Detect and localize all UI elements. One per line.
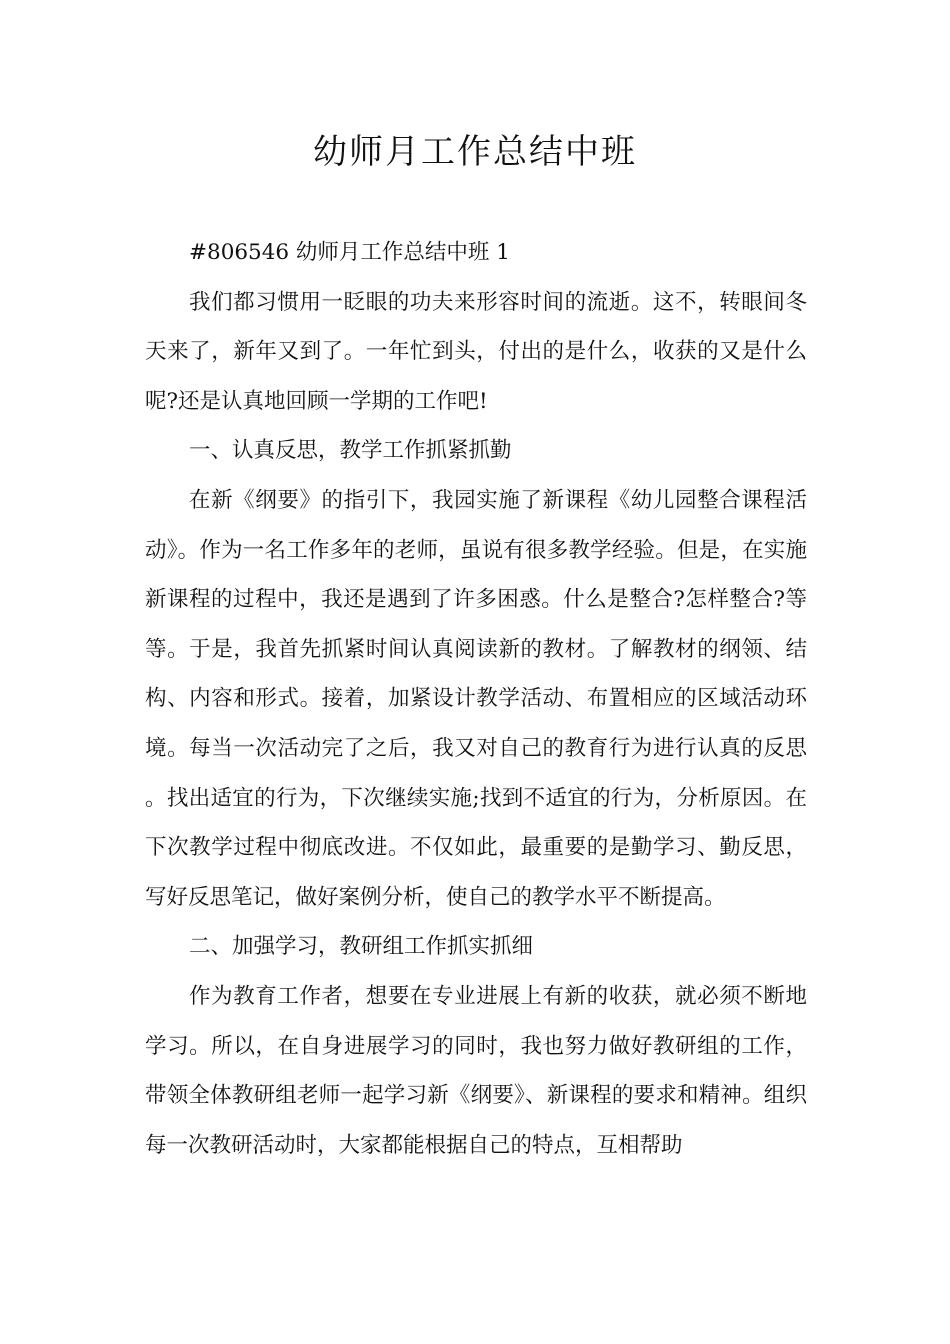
document-title: 幼师月工作总结中班: [313, 132, 637, 172]
section-heading-1: 一、认真反思，教学工作抓紧抓勤: [189, 438, 512, 464]
document-id-line: #806546 幼师月工作总结中班 1: [189, 240, 510, 265]
intro-paragraph: 我们都习惯用一眨眼的功夫来形容时间的流逝。这不，转眼间冬天来了，新年又到了。一年忙到头，付出的是什么，收获的又是什么呢?还是认真地回顾一学期的工作吧!: [145, 289, 807, 414]
section-1-paragraph: 在新《纲要》的指引下，我园实施了新课程《幼儿园整合课程活动》。作为一名工作多年的老师，虽说有很多教学经验。但是，在实施新课程的过程中，我还是遇到了许多困惑。什么是整合?怎样整合?等等。于是，我首先抓紧时间认真阅读新的教材。了解教材的纲领、结构、内容和形式。接着，加紧设计教学活动、布置相应的区域活动环境。每当一次活动完了之后，我又对自己的教育行为进行认真的反思。找出适宜的行为，下次继续实施;找到不适宜的行为，分析原因。在下次教学过程中彻底改进。不仅如此，最重要的是勤学习、勤反思，写好反思笔记，做好案例分析，使自己的教学水平不断提高。: [145, 487, 807, 910]
section-2-paragraph: 作为教育工作者，想要在专业进展上有新的收获，就必须不断地学习。所以，在自身进展学习的同时，我也努力做好教研组的工作，带领全体教研组老师一起学习新《纲要》、新课程的要求和精神。组织每一次教研活动时，大家都能根据自己的特点，互相帮助: [145, 983, 807, 1158]
document-body: [145, 228, 807, 1170]
section-heading-2: 二、加强学习，教研组工作抓实抓细: [189, 934, 534, 960]
